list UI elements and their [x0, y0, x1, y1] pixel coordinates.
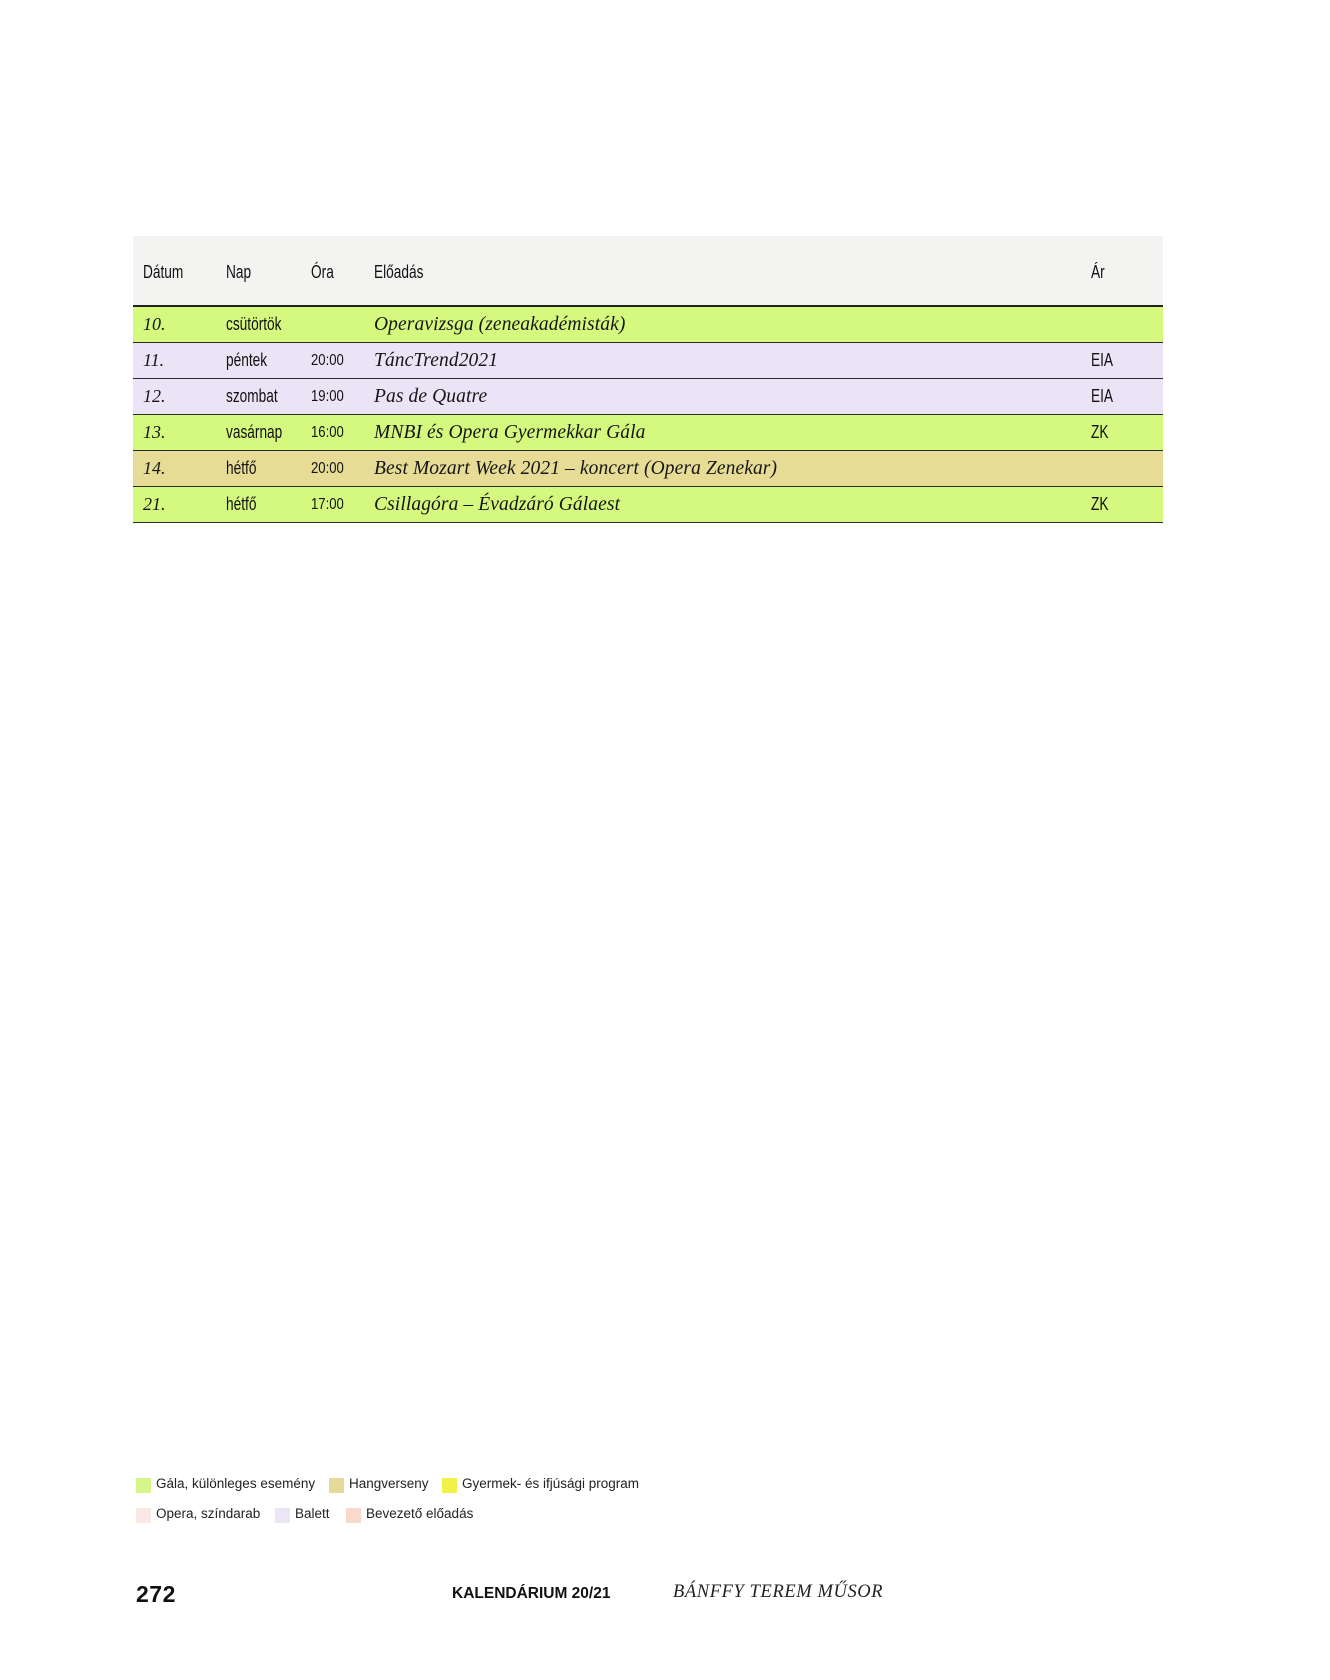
legend-label: Gyermek- és ifjúsági program — [462, 1476, 640, 1491]
legend-label: Gála, különleges esemény — [156, 1476, 316, 1491]
schedule-table — [133, 236, 1163, 523]
row-day: szombat — [226, 386, 278, 406]
row-day: péntek — [226, 350, 268, 370]
legend-label: Bevezető előadás — [366, 1506, 474, 1521]
legend-item-gala — [136, 1476, 316, 1493]
row-price: EIA — [1091, 350, 1114, 370]
table-header — [133, 236, 1163, 307]
legend-item-intro — [346, 1506, 474, 1523]
table-row — [133, 415, 1163, 451]
legend-label: Opera, színdarab — [156, 1506, 261, 1521]
row-day: hétfő — [226, 458, 257, 478]
section-title: BÁNFFY TEREM MŰSOR — [673, 1582, 884, 1602]
row-price: ZK — [1091, 494, 1109, 514]
legend-swatch — [346, 1508, 361, 1523]
legend-item-opera — [136, 1506, 261, 1523]
row-day: hétfő — [226, 494, 257, 514]
publication-title: KALENDÁRIUM 20/21 — [452, 1585, 611, 1602]
table-row — [133, 487, 1163, 523]
legend-swatch — [136, 1478, 151, 1493]
row-time: 16:00 — [311, 423, 344, 441]
page-number: 272 — [136, 1581, 176, 1607]
row-title: MNBI és Opera Gyermekkar Gála — [374, 421, 646, 443]
row-time: 17:00 — [311, 495, 344, 513]
header-day: Nap — [226, 262, 252, 282]
table-row — [133, 379, 1163, 415]
row-title: Pas de Quatre — [374, 385, 488, 407]
legend-item-youth — [442, 1476, 640, 1493]
header-date: Dátum — [143, 262, 184, 282]
legend-item-ballet — [275, 1506, 330, 1523]
row-time: 19:00 — [311, 387, 344, 405]
row-date: 10. — [143, 314, 166, 334]
header-performance: Előadás — [374, 262, 424, 282]
legend-swatch — [136, 1508, 151, 1523]
row-day: csütörtök — [226, 314, 282, 334]
row-title: Operavizsga (zeneakadémisták) — [374, 313, 626, 335]
table-row — [133, 343, 1163, 379]
header-price: Ár — [1091, 262, 1105, 282]
legend-swatch — [442, 1478, 457, 1493]
row-title: Best Mozart Week 2021 – koncert (Opera Zenekar) — [374, 457, 778, 479]
row-time: 20:00 — [311, 459, 344, 477]
row-price: ZK — [1091, 422, 1109, 442]
row-date: 11. — [143, 350, 165, 370]
row-date: 14. — [143, 458, 166, 478]
row-day: vasárnap — [226, 422, 283, 442]
row-date: 21. — [143, 494, 166, 514]
row-title: TáncTrend2021 — [374, 349, 499, 371]
table-row — [133, 307, 1163, 343]
header-time: Óra — [311, 262, 334, 282]
legend-label: Balett — [295, 1506, 330, 1521]
row-date: 13. — [143, 422, 166, 442]
row-time: 20:00 — [311, 351, 344, 369]
row-title: Csillagóra – Évadzáró Gálaest — [374, 493, 621, 515]
legend-swatch — [275, 1508, 290, 1523]
legend-swatch — [329, 1478, 344, 1493]
row-date: 12. — [143, 386, 166, 406]
legend-item-concert — [329, 1476, 429, 1493]
legend-label: Hangverseny — [349, 1476, 429, 1491]
table-row — [133, 451, 1163, 487]
row-price: EIA — [1091, 386, 1114, 406]
